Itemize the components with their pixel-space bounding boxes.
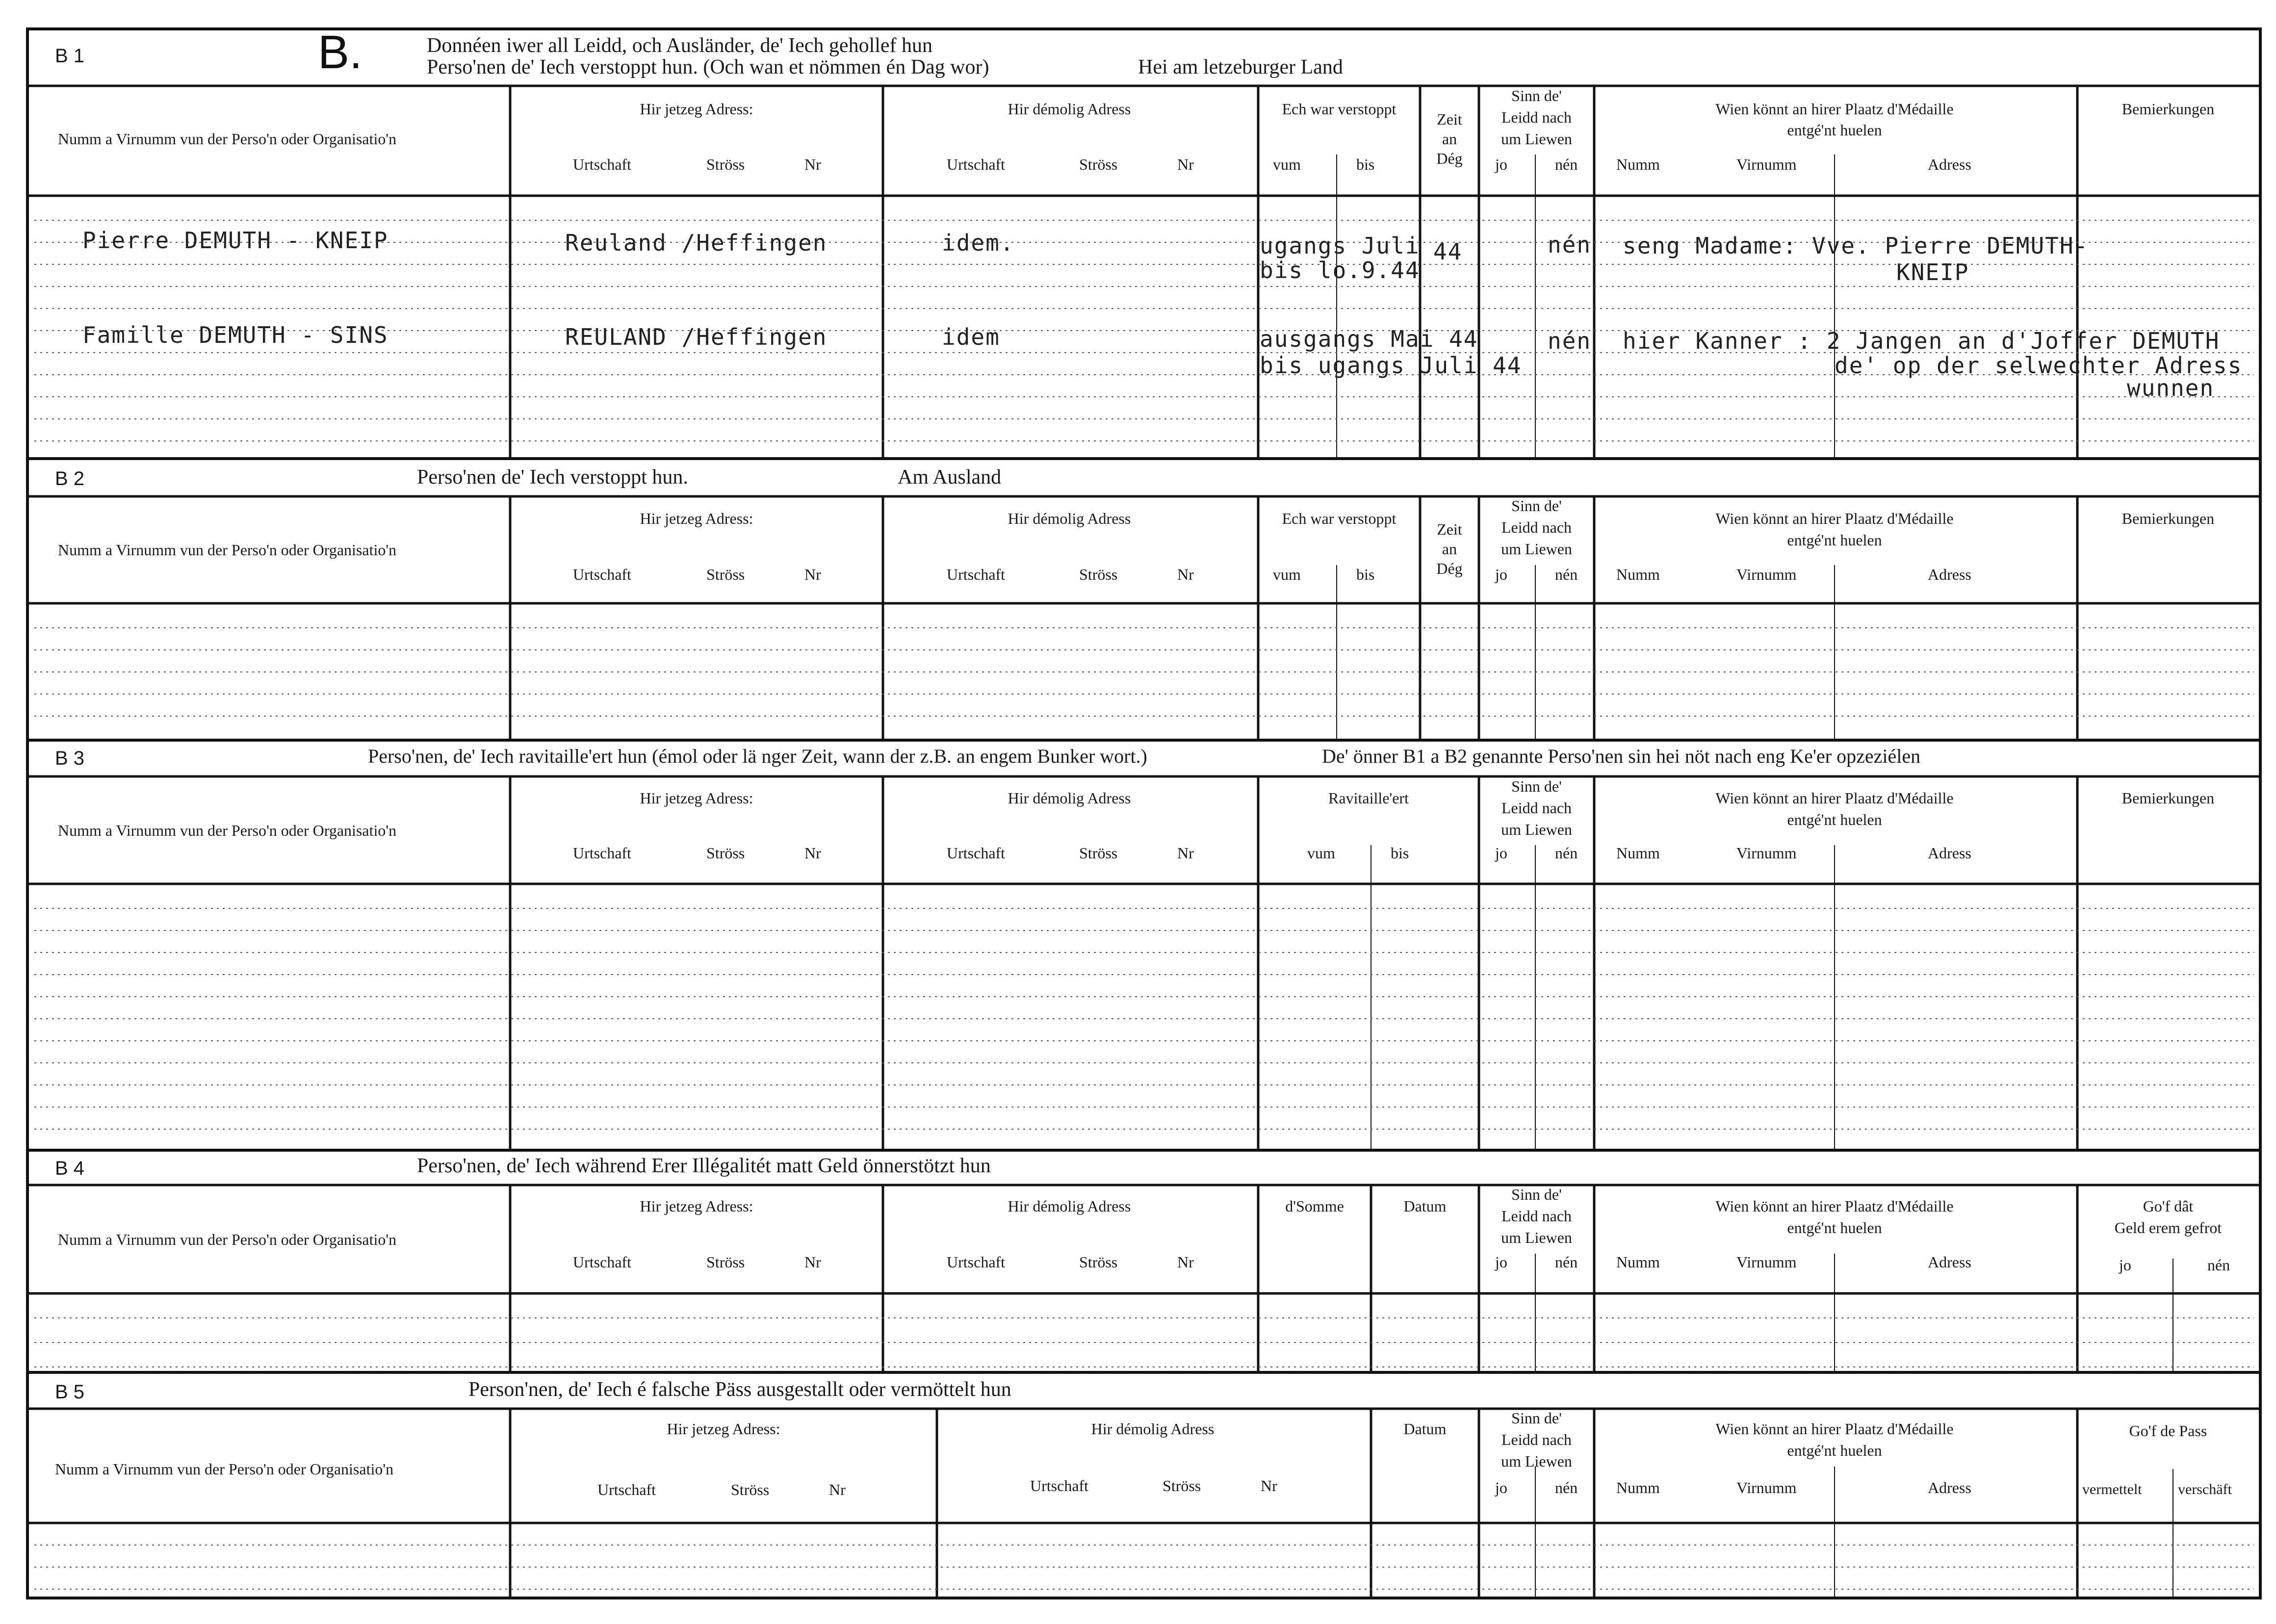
- header-sense-3: um Liewen: [1501, 1452, 1572, 1470]
- header-from: vum: [1273, 155, 1301, 173]
- header-ort: Urtschaft: [573, 566, 632, 583]
- header-yes: jo: [2119, 1256, 2131, 1274]
- section-id-b4: B 4: [55, 1158, 85, 1179]
- section-id-b2: B 2: [55, 468, 85, 490]
- header-nr: Nr: [804, 844, 821, 862]
- header-medal-2: entgé'nt huelen: [1787, 1442, 1882, 1459]
- header-name: Numm a Virnumm vun der Perso'n oder Organisatio'n: [58, 822, 397, 839]
- header-medal-2: entgé'nt huelen: [1787, 531, 1882, 549]
- header-current-address: Hir jetzeg Adress:: [640, 100, 753, 118]
- header-street: Ströss: [1079, 155, 1118, 173]
- header-remarks: Bemierkungen: [2121, 100, 2215, 118]
- header-sense-3: um Liewen: [1501, 821, 1572, 838]
- header-name: Numm a Virnumm vun der Perso'n oder Organisatio'n: [58, 541, 397, 559]
- row-1-days: 44: [1433, 238, 1463, 265]
- header-date: Datum: [1403, 1420, 1447, 1438]
- row-2-medal-line3: wunnen: [2127, 375, 2215, 401]
- row-2-period-end: bis ugangs Juli 44: [1260, 352, 1522, 379]
- header-current-address: Hir jetzeg Adress:: [667, 1420, 780, 1438]
- header-sense-1: Sinn de': [1511, 1409, 1562, 1427]
- header-time-1: Zeit: [1437, 520, 1462, 538]
- header-address: Adress: [1928, 1479, 1971, 1496]
- header-street: Ströss: [1079, 844, 1118, 862]
- header-surname: Numm: [1616, 1253, 1660, 1271]
- header-street: Ströss: [706, 1253, 745, 1271]
- header-name: Numm a Virnumm vun der Perso'n oder Organisatio'n: [55, 1460, 394, 1478]
- header-sense-1: Sinn de': [1511, 777, 1562, 795]
- row-2-no: nén: [1548, 328, 1592, 354]
- header-ort: Urtschaft: [947, 1253, 1006, 1271]
- row-2-former-address: idem: [942, 324, 1000, 350]
- header-ort: Urtschaft: [947, 566, 1006, 583]
- header-nr: Nr: [1177, 844, 1194, 862]
- header-time-2: an: [1442, 130, 1457, 148]
- header-no: nén: [1555, 566, 1578, 583]
- header-yes: jo: [1495, 844, 1507, 862]
- header-medal-2: entgé'nt huelen: [1787, 1219, 1882, 1237]
- header-street: Ströss: [706, 566, 745, 583]
- section-id-b3: B 3: [55, 748, 85, 769]
- row-1-medal-line1: seng Madame: Vve. Pierre DEMUTH-: [1623, 232, 2089, 259]
- header-ort: Urtschaft: [573, 844, 632, 862]
- section-title-b1-line1: Donnéen iwer all Leidd, och Ausländer, de' Iech gehollef hun: [427, 34, 933, 57]
- row-1-period-end: bis lo.9.44: [1260, 257, 1420, 284]
- header-sense-2: Leidd nach: [1501, 1431, 1572, 1448]
- row-2-current-address: REULAND /Heffingen: [565, 324, 828, 350]
- header-former-address: Hir démolig Adress: [1091, 1420, 1215, 1438]
- header-firstname: Virnumm: [1736, 1253, 1797, 1271]
- header-nr: Nr: [804, 1253, 821, 1271]
- header-medal-1: Wien könnt an hirer Plaatz d'Médaille: [1715, 510, 1954, 527]
- header-medal-1: Wien könnt an hirer Plaatz d'Médaille: [1715, 789, 1954, 807]
- header-street: Ströss: [1079, 566, 1118, 583]
- header-ort: Urtschaft: [597, 1481, 656, 1498]
- header-nr: Nr: [1177, 155, 1194, 173]
- row-1-period-start: ugangs Juli: [1260, 232, 1420, 259]
- header-yes: jo: [1495, 1253, 1507, 1271]
- section-title-b3: Perso'nen, de' Iech ravitaille'ert hun (émol oder lä nger Zeit, wann der z.B. an engem Bunker wort.): [368, 745, 1147, 767]
- header-no: nén: [1555, 1479, 1578, 1496]
- header-remarks: Bemierkungen: [2121, 789, 2215, 807]
- row-1-name: Pierre DEMUTH - KNEIP: [82, 227, 388, 254]
- header-address: Adress: [1928, 844, 1971, 862]
- section-title-b1-line2: Perso'nen de' Iech verstoppt hun. (Och wan et nömmen én Dag wor): [427, 56, 989, 78]
- header-from: vum: [1273, 566, 1301, 583]
- header-surname: Numm: [1616, 844, 1660, 862]
- header-street: Ströss: [731, 1481, 770, 1498]
- header-date: Datum: [1403, 1197, 1447, 1215]
- row-1-current-address: Reuland /Heffingen: [565, 230, 828, 256]
- row-2-period-start: ausgangs Mai 44: [1260, 326, 1478, 352]
- header-money-2: Geld erem gefrot: [2114, 1219, 2222, 1237]
- row-1-medal-line2: KNEIP: [1896, 259, 1969, 285]
- header-ort: Urtschaft: [1030, 1477, 1089, 1495]
- header-nr: Nr: [804, 566, 821, 583]
- header-former-address: Hir démolig Adress: [1008, 1197, 1131, 1215]
- header-former-address: Hir démolig Adress: [1008, 789, 1131, 807]
- section-title-b4: Perso'nen, de' Iech während Erer Illégalitét matt Geld önnerstötzt hun: [417, 1155, 991, 1177]
- header-money-1: Go'f dât: [2143, 1197, 2194, 1215]
- section-title-b2-right: Am Ausland: [898, 466, 1002, 489]
- header-firstname: Virnumm: [1736, 155, 1797, 173]
- header-sense-1: Sinn de': [1511, 497, 1562, 515]
- header-to: bis: [1391, 844, 1409, 862]
- header-current-address: Hir jetzeg Adress:: [640, 510, 753, 527]
- header-sense-2: Leidd nach: [1501, 799, 1572, 817]
- header-sense-3: um Liewen: [1501, 540, 1572, 558]
- header-yes: jo: [1495, 1479, 1507, 1496]
- header-former-address: Hir démolig Adress: [1008, 510, 1131, 527]
- header-no: nén: [2207, 1256, 2230, 1274]
- header-surname: Numm: [1616, 155, 1660, 173]
- header-nr: Nr: [804, 155, 821, 173]
- row-1-former-address: idem.: [942, 230, 1015, 256]
- header-remarks: Bemierkungen: [2121, 510, 2215, 527]
- header-street: Ströss: [706, 844, 745, 862]
- header-current-address: Hir jetzeg Adress:: [640, 789, 753, 807]
- header-name: Numm a Virnumm vun der Perso'n oder Organisatio'n: [58, 130, 397, 148]
- section-id-b1: B 1: [55, 45, 85, 67]
- header-no: nén: [1555, 155, 1578, 173]
- header-ort: Urtschaft: [573, 155, 632, 173]
- header-sense-3: um Liewen: [1501, 130, 1572, 148]
- header-nr: Nr: [1261, 1477, 1277, 1495]
- header-street: Ströss: [706, 155, 745, 173]
- header-address: Adress: [1928, 155, 1971, 173]
- header-address: Adress: [1928, 1253, 1971, 1271]
- header-no: nén: [1555, 1253, 1578, 1271]
- header-sense-2: Leidd nach: [1501, 108, 1572, 126]
- section-title-b1-right: Hei am letzeburger Land: [1138, 56, 1343, 78]
- header-no: nén: [1555, 844, 1578, 862]
- header-from: vum: [1307, 844, 1335, 862]
- header-pass: Go'f de Pass: [2129, 1422, 2207, 1440]
- row-2-medal-line2: de' op der selwechter Adress: [1835, 352, 2243, 379]
- header-sense-2: Leidd nach: [1501, 518, 1572, 536]
- section-title-b3-right: De' önner B1 a B2 genannte Perso'nen sin hei nöt nach eng Ke'er opzeziélen: [1322, 745, 1921, 767]
- header-firstname: Virnumm: [1736, 1479, 1797, 1496]
- row-2-medal-line1: hier Kanner : 2 Jangen an d'Joffer DEMUTH: [1623, 328, 2220, 354]
- header-nr: Nr: [1177, 566, 1194, 583]
- header-sense-3: um Liewen: [1501, 1229, 1572, 1246]
- header-time-2: an: [1442, 540, 1457, 558]
- header-pass-made: verschäft: [2178, 1481, 2232, 1497]
- header-nr: Nr: [829, 1481, 846, 1498]
- section-title-b5: Person'nen, de' Iech é falsche Päss ausgestallt oder vermöttelt hun: [468, 1378, 1011, 1401]
- header-address: Adress: [1928, 566, 1971, 583]
- header-firstname: Virnumm: [1736, 844, 1797, 862]
- header-supplied-period: Ravitaille'ert: [1328, 789, 1409, 807]
- header-name: Numm a Virnumm vun der Perso'n oder Organisatio'n: [58, 1231, 397, 1248]
- header-ort: Urtschaft: [573, 1253, 632, 1271]
- header-sense-1: Sinn de': [1511, 87, 1562, 104]
- form-letter: B.: [318, 26, 362, 78]
- header-nr: Nr: [1177, 1253, 1194, 1271]
- header-time-3: Dég: [1436, 560, 1463, 577]
- header-time-1: Zeit: [1437, 110, 1462, 128]
- header-to: bis: [1356, 566, 1375, 583]
- header-medal-1: Wien könnt an hirer Plaatz d'Médaille: [1715, 1420, 1954, 1438]
- header-time-3: Dég: [1436, 150, 1463, 167]
- header-sense-1: Sinn de': [1511, 1186, 1562, 1203]
- header-surname: Numm: [1616, 1479, 1660, 1496]
- header-medal-1: Wien könnt an hirer Plaatz d'Médaille: [1715, 1197, 1954, 1215]
- header-firstname: Virnumm: [1736, 566, 1797, 583]
- section-title-b2: Perso'nen de' Iech verstoppt hun.: [417, 466, 688, 489]
- header-ort: Urtschaft: [947, 844, 1006, 862]
- row-2-name: Famille DEMUTH - SINS: [82, 322, 388, 348]
- header-street: Ströss: [1079, 1253, 1118, 1271]
- header-yes: jo: [1495, 155, 1507, 173]
- header-pass-given: vermettelt: [2082, 1481, 2142, 1497]
- row-1-no: nén: [1548, 232, 1592, 258]
- header-hidden-period: Ech war verstoppt: [1282, 510, 1397, 527]
- header-to: bis: [1356, 155, 1375, 173]
- header-sum: d'Somme: [1285, 1197, 1344, 1215]
- header-hidden-period: Ech war verstoppt: [1282, 100, 1397, 118]
- header-yes: jo: [1495, 566, 1507, 583]
- header-current-address: Hir jetzeg Adress:: [640, 1197, 753, 1215]
- section-id-b5: B 5: [55, 1381, 85, 1403]
- header-sense-2: Leidd nach: [1501, 1207, 1572, 1225]
- header-medal-2: entgé'nt huelen: [1787, 121, 1882, 139]
- header-medal-1: Wien könnt an hirer Plaatz d'Médaille: [1715, 100, 1954, 118]
- header-street: Ströss: [1163, 1477, 1201, 1495]
- header-medal-2: entgé'nt huelen: [1787, 811, 1882, 828]
- header-former-address: Hir démolig Adress: [1008, 100, 1131, 118]
- header-surname: Numm: [1616, 566, 1660, 583]
- header-ort: Urtschaft: [947, 155, 1006, 173]
